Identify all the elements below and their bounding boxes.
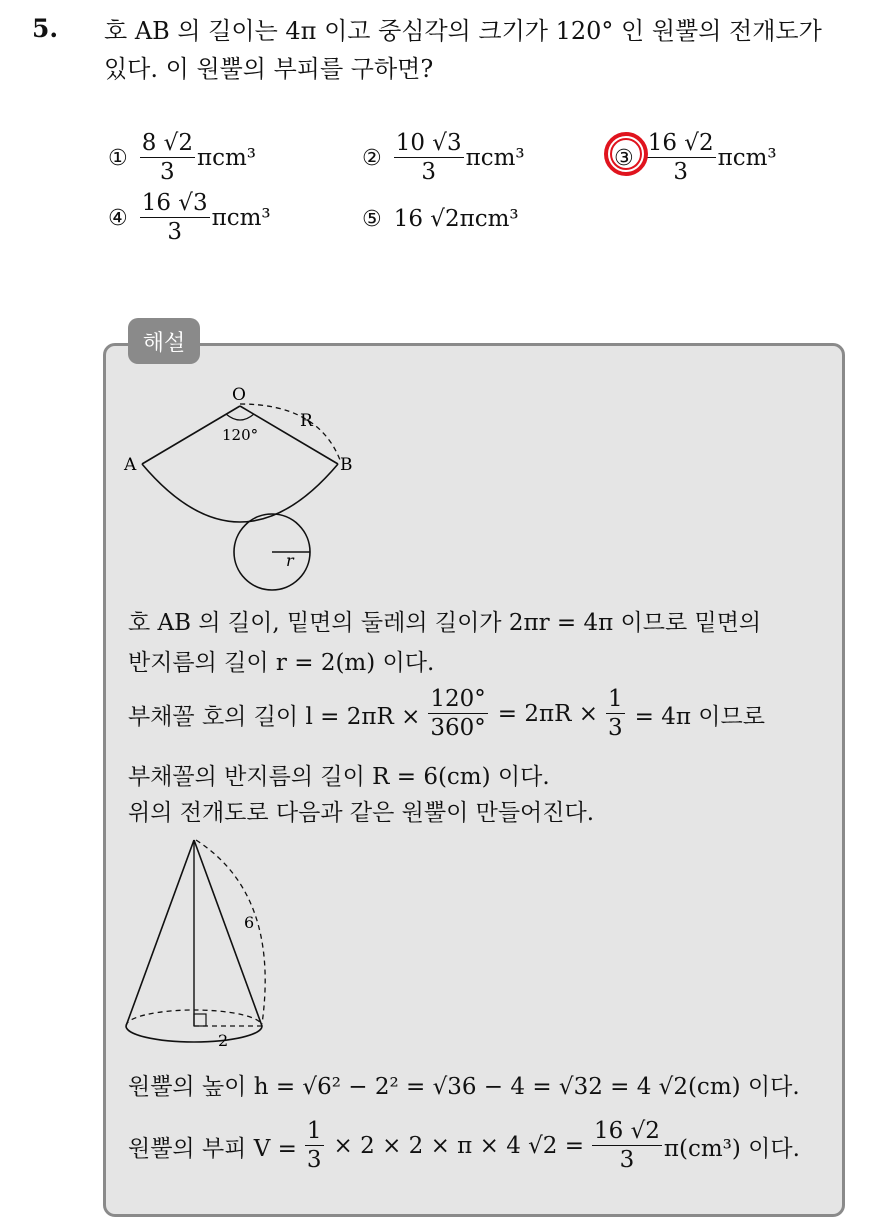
choice-4[interactable]: [108, 190, 271, 246]
choice-unit: πcm³: [717, 145, 777, 171]
slant-dashed-arc: [196, 840, 265, 1024]
choice-unit: πcm³: [196, 145, 256, 171]
explanation-tag: 해설: [128, 318, 200, 364]
question-number: 5.: [32, 14, 59, 43]
question-text: [104, 12, 874, 88]
label-angle: 120°: [222, 426, 259, 444]
choice-1[interactable]: [108, 130, 256, 186]
choice-fraction-denominator: 3: [421, 159, 436, 185]
choice-unit: πcm³: [211, 205, 271, 231]
choice-2[interactable]: [362, 130, 525, 186]
label-radius: 2: [218, 1031, 229, 1050]
explanation-line-6: 원뿔의 높이 h = √6² − 2² = √36 − 4 = √32 = 4 √2(cm) 이다.: [128, 1074, 800, 1100]
choice-fraction-numerator: 8 √2: [141, 130, 193, 156]
explanation-line-7: 원뿔의 부피 V = $\frac{1}{3}$ × 2 × 2 × π × 4 √2 = $\frac{16 √2}{3}$ π(cm³) 이다.: [128, 1118, 800, 1173]
explanation-line-1: 호 AB 의 길이, 밑면의 둘레의 길이가 2πr = 4π 이므로 밑면의: [128, 610, 762, 636]
choice-number: ①: [108, 145, 128, 171]
angle-arc: [226, 414, 254, 420]
choice-fraction-numerator: 16 √2: [647, 130, 714, 156]
label-small-r: r: [286, 551, 294, 570]
label-b: B: [340, 455, 353, 475]
label-slant: 6: [244, 913, 255, 932]
choice-number: ③: [614, 145, 634, 171]
cone-base-front: [126, 1026, 262, 1042]
explanation-line-2: 반지름의 길이 r = 2(m) 이다.: [128, 650, 435, 676]
choice-fraction-denominator: 3: [167, 219, 182, 245]
explanation-line-3: 부채꼴 호의 길이 l = 2πR × $\frac{120^\circ}{360^\circ}$ = 2πR × $\frac{1}{3}$ = 4π 이므로: [128, 686, 765, 741]
choice-5[interactable]: [362, 206, 519, 232]
sector-arc: [142, 464, 338, 522]
choice-unit: πcm³: [465, 145, 525, 171]
choice-fraction-numerator: 16 √3: [141, 190, 208, 216]
label-r: R: [300, 411, 313, 431]
label-o: O: [232, 385, 246, 405]
question-line-1: 호 AB 의 길이는 4π 이고 중심각의 크기가 120° 인 원뿔의 전개도가: [104, 17, 822, 45]
right-angle-mark: [194, 1014, 206, 1026]
explanation-line-5: 위의 전개도로 다음과 같은 원뿔이 만들어진다.: [128, 800, 595, 826]
explanation-line-4: 부채꼴의 반지름의 길이 R = 6(cm) 이다.: [128, 764, 550, 790]
choice-fraction-denominator: 3: [160, 159, 175, 185]
choice-number: ②: [362, 145, 382, 171]
question-line-2: 있다. 이 원뿔의 부피를 구하면?: [104, 55, 434, 83]
cone-right-side: [194, 840, 262, 1026]
cone-figure: [120, 834, 290, 1054]
cone-net-figure: [118, 380, 368, 600]
answer-circle-mark-inner: [610, 138, 642, 170]
label-a: A: [124, 455, 137, 475]
cone-left-side: [126, 840, 194, 1026]
choice-text: 16 √2πcm³: [393, 206, 519, 232]
choice-fraction-numerator: 10 √3: [395, 130, 462, 156]
choice-number: ④: [108, 205, 128, 231]
choice-fraction-denominator: 3: [673, 159, 688, 185]
choice-number: ⑤: [362, 206, 382, 232]
